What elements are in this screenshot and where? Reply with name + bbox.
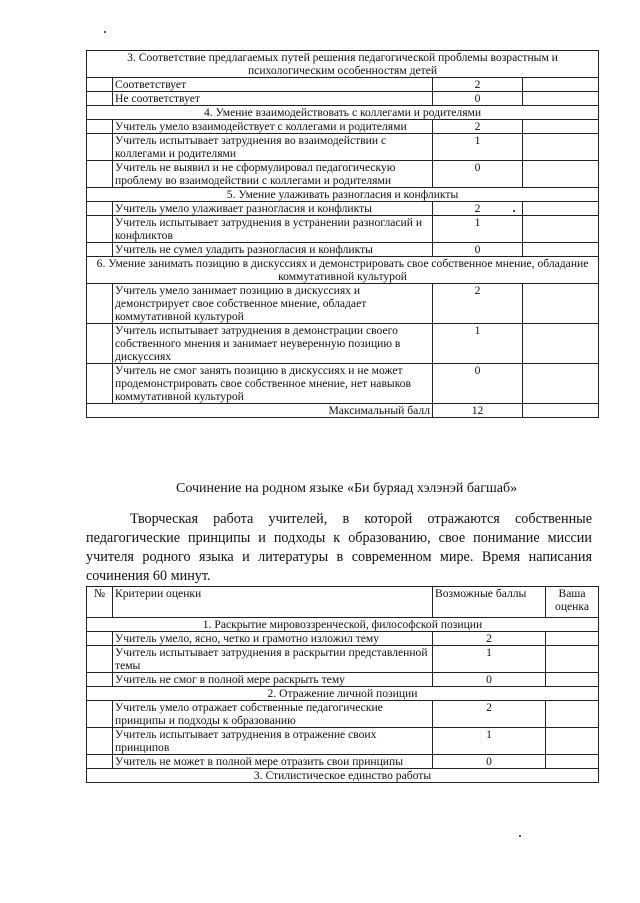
table-row	[87, 755, 599, 769]
your-score-field[interactable]	[546, 646, 599, 673]
row-number-cell	[87, 243, 113, 257]
your-total-field[interactable]	[523, 404, 599, 418]
table-row	[87, 134, 599, 161]
your-score-field[interactable]	[546, 755, 599, 769]
section-title: 3. Стилистическое единство работы	[87, 769, 599, 783]
section-header-row	[87, 687, 599, 701]
possible-score: 0	[433, 243, 523, 257]
your-score-field[interactable]	[546, 701, 599, 728]
criterion-text: Не соответствует	[113, 92, 433, 106]
row-number-cell	[87, 646, 113, 673]
row-number-cell	[87, 728, 113, 755]
your-score-field[interactable]	[523, 202, 599, 216]
header-possible-score: Возможные баллы	[433, 587, 546, 618]
table-row	[87, 92, 599, 106]
table-row	[87, 632, 599, 646]
possible-score: 0	[433, 161, 523, 188]
criterion-text: Учитель испытывает затруднения в отражение своих принципов	[113, 728, 433, 755]
criterion-text: Учитель не выявил и не сформулировал педагогическую проблему во взаимодействии с коллегами и родителями	[113, 161, 433, 188]
row-number-cell	[87, 701, 113, 728]
table-row	[87, 78, 599, 92]
table-row	[87, 120, 599, 134]
section-header-row	[87, 618, 599, 632]
your-score-field[interactable]	[523, 134, 599, 161]
your-score-field[interactable]	[546, 632, 599, 646]
row-number-cell	[87, 202, 113, 216]
your-score-field[interactable]	[523, 284, 599, 324]
table-header-row	[87, 587, 599, 618]
your-score-field[interactable]	[546, 673, 599, 687]
table-row	[87, 646, 599, 673]
essay-heading: Сочинение на родном языке «Би буряад хэлэнэй багшаб»	[176, 481, 518, 496]
table-row	[87, 243, 599, 257]
row-number-cell	[87, 284, 113, 324]
possible-score: 0	[433, 755, 546, 769]
header-criteria: Критерии оценки	[113, 587, 433, 618]
table-row	[87, 364, 599, 404]
criterion-text: Учитель испытывает затруднения в устранении разногласий и конфликтов	[113, 216, 433, 243]
criterion-text: Учитель умело взаимодействует с коллегами и родителями	[113, 120, 433, 134]
criterion-text: Учитель испытывает затруднения в демонстрации своего собственного мнения и занимает неуверенную позицию в дискуссиях	[113, 324, 433, 364]
possible-score: 1	[433, 728, 546, 755]
section-title: 4. Умение взаимодействовать с коллегами и родителями	[87, 106, 599, 120]
criterion-text: Учитель испытывает затруднения в раскрытии представленной темы	[113, 646, 433, 673]
table-row	[87, 324, 599, 364]
section-header-row	[87, 106, 599, 120]
max-score-value: 12	[433, 404, 523, 418]
header-your-score: Ваша оценка	[546, 587, 599, 618]
your-score-field[interactable]	[523, 324, 599, 364]
section-header-row	[87, 769, 599, 783]
possible-score: 1	[433, 134, 523, 161]
table-row	[87, 728, 599, 755]
section-title: 6. Умение занимать позицию в дискуссиях и демонстрировать свое собственное мнение, обладание коммутативной культурой	[87, 257, 599, 284]
criterion-text: Учитель умело, ясно, четко и грамотно изложил тему	[113, 632, 433, 646]
criterion-text: Учитель не смог в полной мере раскрыть тему	[113, 673, 433, 687]
possible-score: 2	[433, 701, 546, 728]
table-row	[87, 161, 599, 188]
possible-score: 2	[433, 202, 523, 216]
section-title: 3. Соответствие предлагаемых путей решения педагогической проблемы возрастным и психологическим особенностям детей	[87, 51, 599, 78]
your-score-field[interactable]	[523, 216, 599, 243]
your-score-field[interactable]	[523, 364, 599, 404]
row-number-cell	[87, 324, 113, 364]
row-number-cell	[87, 216, 113, 243]
possible-score: 2	[433, 632, 546, 646]
criterion-text: Учитель не смог занять позицию в дискуссиях и не может продемонстрировать свое собственное мнение, нет навыков коммутативной культурой	[113, 364, 433, 404]
row-number-cell	[87, 134, 113, 161]
row-number-cell	[87, 120, 113, 134]
section-title: 5. Умение улаживать разногласия и конфликты	[87, 188, 599, 202]
essay-description	[86, 510, 592, 586]
essay-description-text: Творческая работа учителей, в которой отражаются собственные педагогические принципы и подходы к образованию, свое понимание миссии учителя родного языка и литературы в современном мире. Время написания сочинения 60 минут.	[86, 511, 592, 584]
table-row	[87, 701, 599, 728]
possible-score: 0	[433, 92, 523, 106]
section-header-row	[87, 257, 599, 284]
row-number-cell	[87, 161, 113, 188]
criteria-table-2	[86, 586, 599, 783]
header-number: №	[87, 587, 113, 618]
scan-speck	[104, 31, 106, 33]
criterion-text: Учитель не сумел уладить разногласия и конфликты	[113, 243, 433, 257]
max-score-label: Максимальный балл	[87, 404, 433, 418]
your-score-field[interactable]	[523, 120, 599, 134]
scan-speck	[519, 835, 521, 837]
possible-score: 2	[433, 284, 523, 324]
your-score-field[interactable]	[546, 728, 599, 755]
row-number-cell	[87, 92, 113, 106]
table-row	[87, 284, 599, 324]
criterion-text: Учитель умело улаживает разногласия и конфликты	[113, 202, 433, 216]
possible-score: 0	[433, 364, 523, 404]
row-number-cell	[87, 78, 113, 92]
table-row	[87, 673, 599, 687]
row-number-cell	[87, 755, 113, 769]
criterion-text: Учитель умело отражает собственные педагогические принципы и подходы к образованию	[113, 701, 433, 728]
table-row	[87, 202, 599, 216]
section-title: 2. Отражение личной позиции	[87, 687, 599, 701]
possible-score: 2	[433, 78, 523, 92]
section-title: 1. Раскрытие мировоззренческой, философской позиции	[87, 618, 599, 632]
total-row	[87, 404, 599, 418]
your-score-field[interactable]	[523, 78, 599, 92]
row-number-cell	[87, 364, 113, 404]
criterion-text: Соответствует	[113, 78, 433, 92]
possible-score: 0	[433, 673, 546, 687]
possible-score: 2	[433, 120, 523, 134]
your-score-field[interactable]	[523, 243, 599, 257]
criteria-table-1	[86, 50, 599, 418]
section-header-row	[87, 188, 599, 202]
table-row	[87, 216, 599, 243]
criterion-text: Учитель не может в полной мере отразить свои принципы	[113, 755, 433, 769]
possible-score: 1	[433, 216, 523, 243]
row-number-cell	[87, 632, 113, 646]
your-score-field[interactable]	[523, 161, 599, 188]
section-header-row	[87, 51, 599, 78]
row-number-cell	[87, 673, 113, 687]
possible-score: 1	[433, 646, 546, 673]
criterion-text: Учитель испытывает затруднения во взаимодействии с коллегами и родителями	[113, 134, 433, 161]
your-score-field[interactable]	[523, 92, 599, 106]
criterion-text: Учитель умело занимает позицию в дискуссиях и демонстрирует свое собственное мнение, обладает коммутативной культурой	[113, 284, 433, 324]
possible-score: 1	[433, 324, 523, 364]
